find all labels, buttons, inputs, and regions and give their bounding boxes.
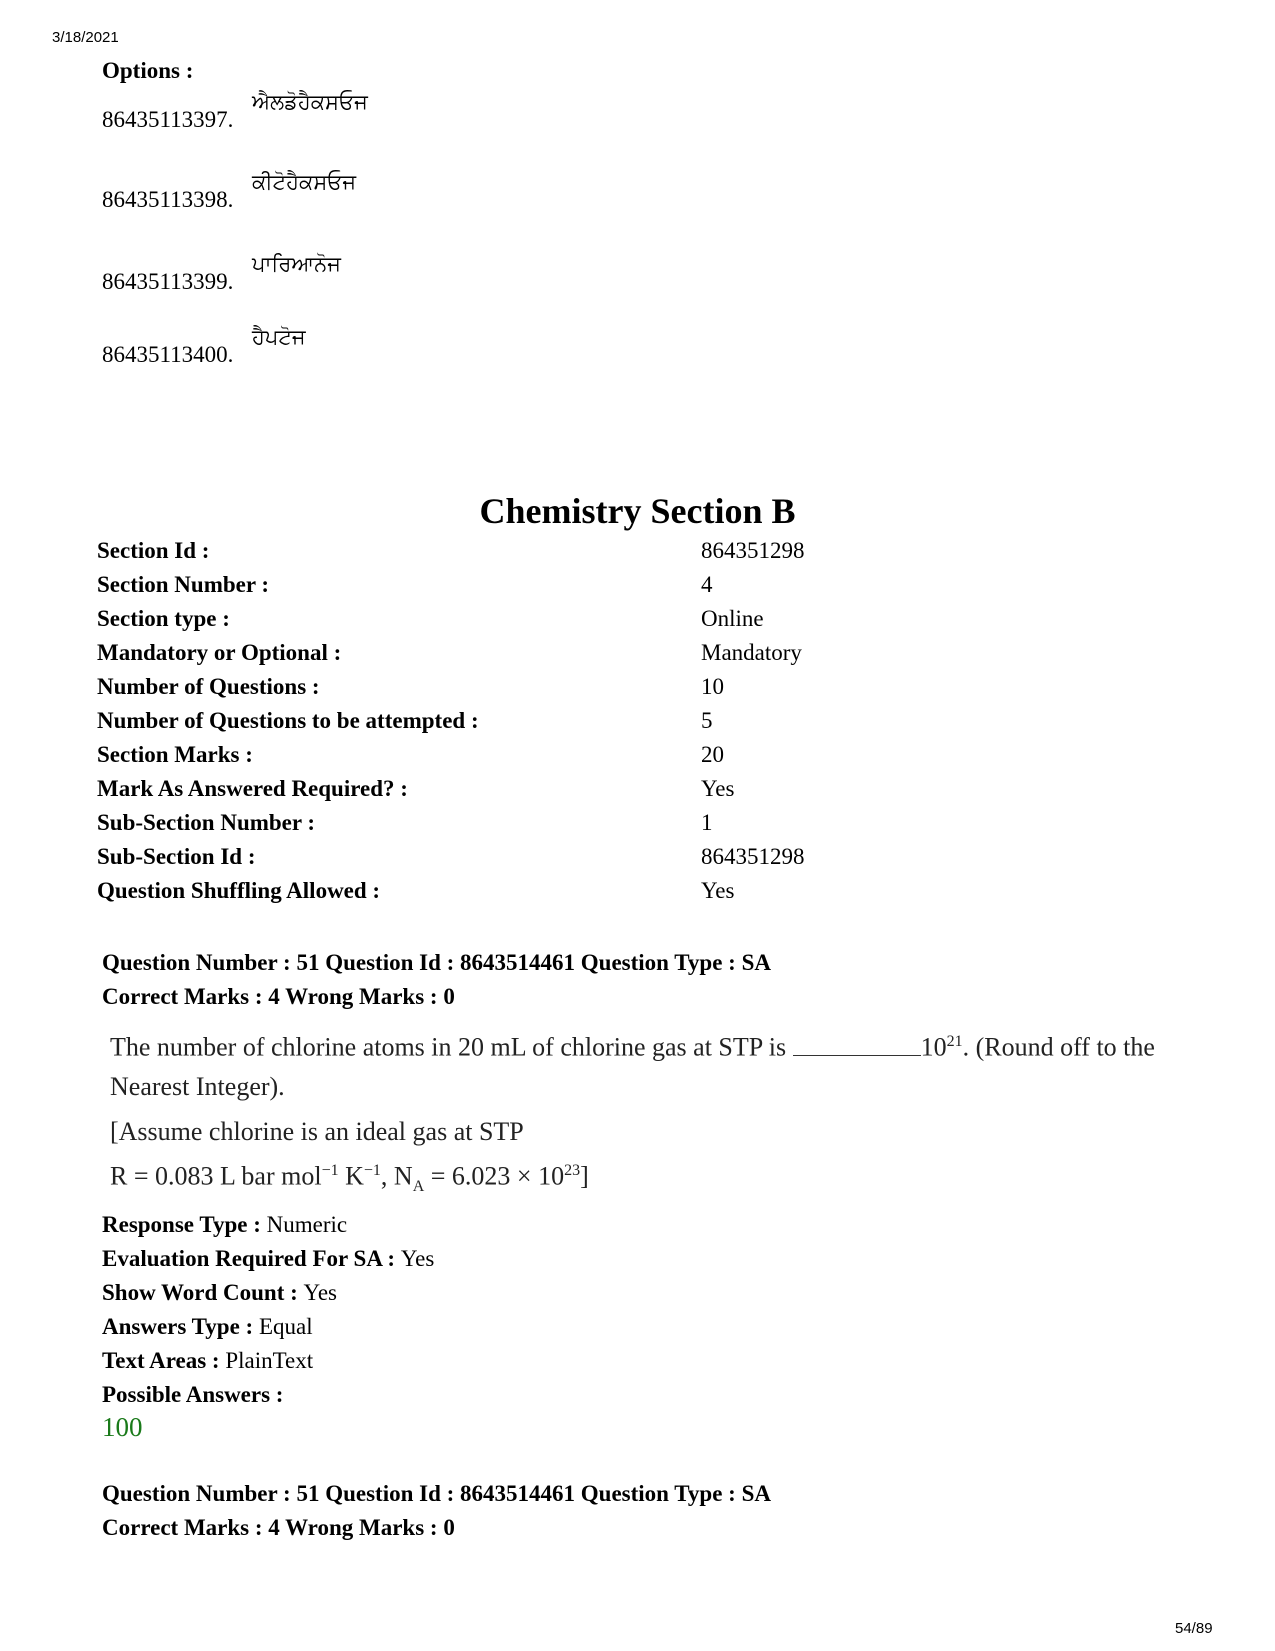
option-text: ਹੈਪਟੋਜ (252, 326, 306, 349)
property-value: Numeric (266, 1212, 348, 1237)
detail-label: Number of Questions : (97, 674, 320, 699)
detail-row (97, 640, 1097, 674)
question-text (110, 1022, 1190, 1206)
option-id: 86435113397. (102, 107, 234, 132)
page-number: 54/89 (1175, 1620, 1213, 1637)
property-label: Possible Answers : (102, 1382, 284, 1407)
detail-value: 4 (701, 572, 713, 597)
print-date: 3/18/2021 (52, 29, 119, 46)
property-value: PlainText (225, 1348, 314, 1373)
option-item (102, 253, 342, 295)
formula-sup: −1 (363, 1161, 381, 1179)
detail-row (97, 742, 1097, 776)
formula-part: K (338, 1161, 364, 1191)
section-details (97, 538, 1097, 912)
detail-label: Mandatory or Optional : (97, 640, 342, 665)
option-text: ਪਾਰਿਆਨੋਜ (252, 253, 342, 276)
option-text: ਕੀਟੋਹੈਕਸਓਜ (252, 171, 357, 194)
question-info: Question Number : 51 Question Id : 8643514461 Question Type : SA (102, 950, 771, 975)
question-marks: Correct Marks : 4 Wrong Marks : 0 (102, 984, 455, 1009)
detail-value: Mandatory (701, 640, 802, 665)
detail-row (97, 878, 1097, 912)
detail-row (97, 572, 1097, 606)
question-info: Question Number : 51 Question Id : 8643514461 Question Type : SA (102, 1481, 771, 1506)
detail-row (97, 538, 1097, 572)
detail-value: 10 (701, 674, 724, 699)
question-statement-end: . (Round off to the Nearest Integer). (110, 1032, 1155, 1101)
answer-blank (793, 1037, 921, 1056)
question-marks: Correct Marks : 4 Wrong Marks : 0 (102, 1515, 455, 1540)
property-label: Show Word Count : (102, 1280, 304, 1305)
detail-label: Section Id : (97, 538, 210, 563)
detail-value: 864351298 (701, 844, 805, 869)
formula-sup: 23 (564, 1161, 581, 1179)
detail-value: 20 (701, 742, 724, 767)
detail-value: 864351298 (701, 538, 805, 563)
detail-label: Number of Questions to be attempted : (97, 708, 479, 733)
property-row (102, 1208, 434, 1242)
detail-label: Section type : (97, 606, 230, 631)
question-statement: The number of chlorine atoms in 20 mL of chlorine gas at STP is (110, 1032, 787, 1062)
detail-value: 1 (701, 810, 713, 835)
property-value: Yes (303, 1280, 337, 1305)
property-row (102, 1242, 434, 1276)
constants-formula (110, 1151, 1190, 1206)
section-title: Chemistry Section B (479, 491, 796, 531)
option-id: 86435113399. (102, 269, 234, 294)
property-label: Text Areas : (102, 1348, 226, 1373)
detail-value: Yes (701, 776, 735, 801)
question-header (102, 946, 771, 1014)
question-header (102, 1477, 771, 1545)
detail-label: Section Marks : (97, 742, 253, 767)
detail-value: Online (701, 606, 764, 631)
detail-row (97, 810, 1097, 844)
option-item (102, 326, 306, 368)
formula-part: ] (580, 1161, 589, 1191)
formula-sub: A (412, 1177, 425, 1195)
assumption-line: [Assume chlorine is an ideal gas at STP (110, 1116, 524, 1146)
possible-answer: 100 (102, 1412, 143, 1442)
detail-row (97, 708, 1097, 742)
property-label: Answers Type : (102, 1314, 259, 1339)
option-id: 86435113398. (102, 187, 234, 212)
detail-row (97, 776, 1097, 810)
formula-part: = 6.023 × 10 (424, 1161, 565, 1191)
property-label: Evaluation Required For SA : (102, 1246, 401, 1271)
option-item (102, 91, 368, 133)
detail-value: Yes (701, 878, 735, 903)
detail-row (97, 606, 1097, 640)
detail-row (97, 674, 1097, 708)
options-heading: Options : (102, 58, 194, 83)
option-text: ਐਲਡੋਹੈਕਸਓਜ (252, 91, 368, 114)
detail-label: Question Shuffling Allowed : (97, 878, 381, 903)
option-item (102, 171, 357, 213)
question-properties (102, 1208, 434, 1412)
power-exponent: 21 (946, 1033, 963, 1050)
formula-part: , N (380, 1161, 413, 1191)
power-base: 10 (920, 1032, 947, 1062)
formula-part: R = 0.083 L bar mol (110, 1161, 322, 1191)
property-label: Response Type : (102, 1212, 267, 1237)
option-id: 86435113400. (102, 342, 234, 367)
property-row (102, 1310, 434, 1344)
detail-value: 5 (701, 708, 713, 733)
detail-label: Section Number : (97, 572, 270, 597)
detail-label: Mark As Answered Required? : (97, 776, 408, 801)
formula-sup: −1 (321, 1161, 339, 1179)
property-row (102, 1344, 434, 1378)
property-value: Equal (258, 1314, 313, 1339)
property-row (102, 1378, 434, 1412)
property-value: Yes (400, 1246, 435, 1271)
detail-label: Sub-Section Number : (97, 810, 316, 835)
detail-label: Sub-Section Id : (97, 844, 256, 869)
detail-row (97, 844, 1097, 878)
property-row (102, 1276, 434, 1310)
